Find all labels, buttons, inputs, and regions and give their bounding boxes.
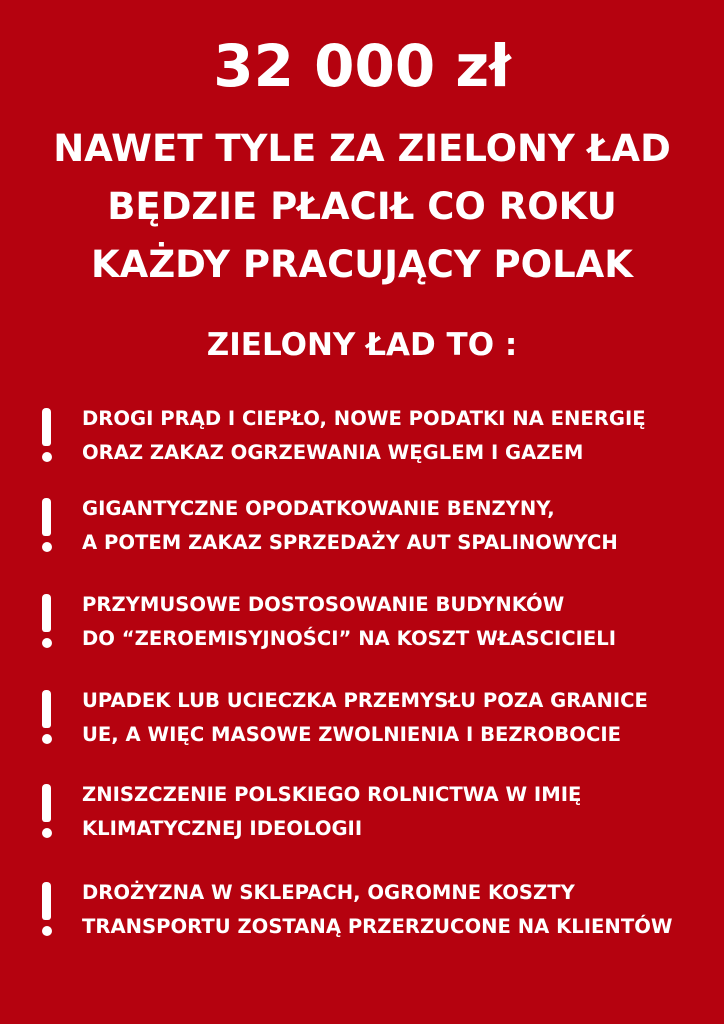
list-item-6 xyxy=(36,878,706,948)
list-item-line: TRANSPORTU ZOSTANĄ PRZERZUCONE NA KLIENTÓW xyxy=(82,915,673,938)
list-item-line: UPADEK LUB UCIECZKA PRZEMYSŁU POZA GRANICE xyxy=(82,689,648,712)
list-item-line: ORAZ ZAKAZ OGRZEWANIA WĘGLEM I GAZEM xyxy=(82,441,584,464)
list-item-text xyxy=(82,588,712,656)
exclamation-icon xyxy=(36,494,58,564)
list-item-1 xyxy=(36,404,706,474)
exclamation-icon xyxy=(36,404,58,474)
list-item-2 xyxy=(36,494,706,564)
list-item-text xyxy=(82,492,712,560)
list-item-3 xyxy=(36,590,706,660)
list-item-line: KLIMATYCZNEJ IDEOLOGII xyxy=(82,817,363,840)
list-item-line: A POTEM ZAKAZ SPRZEDAŻY AUT SPALINOWYCH xyxy=(82,531,618,554)
section-title: ZIELONY ŁAD TO : xyxy=(206,327,518,363)
list-item-line: UE, A WIĘC MASOWE ZWOLNIENIA I BEZROBOCIE xyxy=(82,723,622,746)
list-item-text xyxy=(82,684,712,752)
list-item-line: GIGANTYCZNE OPODATKOWANIE BENZYNY, xyxy=(82,497,555,520)
list-item-4 xyxy=(36,686,706,756)
headline-line-3: KAŻDY PRACUJĄCY POLAK xyxy=(91,243,633,286)
list-item-line: ZNISZCZENIE POLSKIEGO ROLNICTWA W IMIĘ xyxy=(82,783,582,806)
list-item-line: DO “ZEROEMISYJNOŚCI” NA KOSZT WŁASCICIELI xyxy=(82,627,617,650)
list-item-5 xyxy=(36,780,706,850)
list-item-text xyxy=(82,876,712,944)
headline-line-1: NAWET TYLE ZA ZIELONY ŁAD xyxy=(53,127,671,170)
headline xyxy=(0,120,724,294)
list-item-text xyxy=(82,778,712,846)
exclamation-icon xyxy=(36,686,58,756)
list-item-text xyxy=(82,402,712,470)
exclamation-icon xyxy=(36,878,58,948)
list-item-line: PRZYMUSOWE DOSTOSOWANIE BUDYNKÓW xyxy=(82,593,565,616)
headline-line-2: BĘDZIE PŁACIŁ CO ROKU xyxy=(107,185,617,228)
exclamation-icon xyxy=(36,590,58,660)
amount-heading: 32 000 zł xyxy=(213,32,511,100)
exclamation-icon xyxy=(36,780,58,850)
list-item-line: DROGI PRĄD I CIEPŁO, NOWE PODATKI NA ENERGIĘ xyxy=(82,407,646,430)
list-item-line: DROŻYZNA W SKLEPACH, OGROMNE KOSZTY xyxy=(82,881,575,904)
